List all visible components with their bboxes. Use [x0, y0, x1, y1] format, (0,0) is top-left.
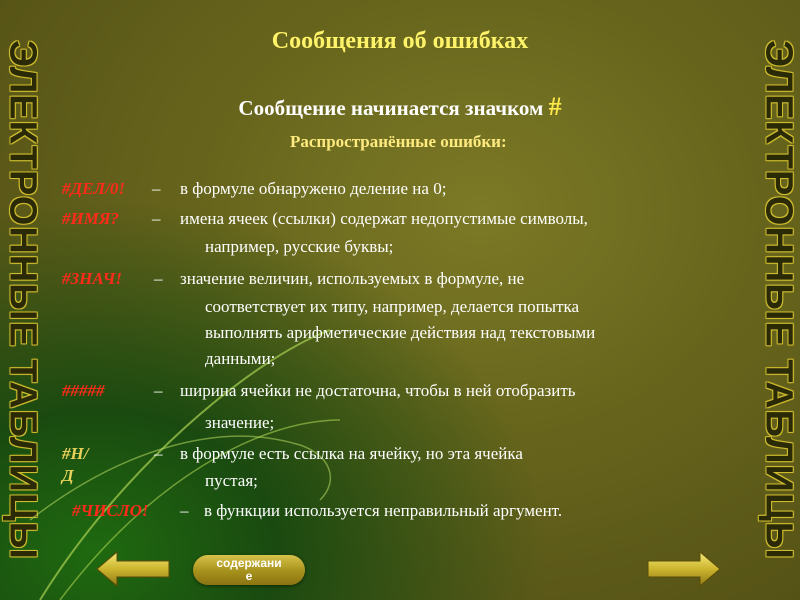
list-heading: Распространённые ошибки:: [290, 132, 507, 151]
contents-button-label-line1: содержани: [216, 556, 282, 570]
error-desc-line: выполнять арифметические действия над текстовыми: [205, 323, 596, 342]
error-code: #ДЕЛ/0!: [62, 179, 125, 198]
error-code: #####: [62, 381, 105, 400]
error-dash: –: [152, 209, 161, 228]
error-dash: –: [154, 269, 163, 288]
contents-button[interactable]: [193, 555, 305, 585]
page-subtitle: [0, 92, 800, 122]
error-dash: –: [152, 179, 161, 198]
contents-button-label-line2: е: [245, 569, 253, 583]
hash-symbol: #: [548, 92, 562, 121]
error-dash: –: [180, 501, 189, 520]
error-desc-line: соответствует их типу, например, делается попытка: [205, 297, 580, 316]
side-title-left-text: ЭЛЕКТРОННЫЕ ТАБЛИЦЫ: [1, 40, 44, 560]
error-desc-line: например, русские буквы;: [205, 237, 394, 256]
page-title: Сообщения об ошибках: [271, 28, 529, 54]
error-desc-line: в функции используется неправильный аргумент.: [204, 501, 563, 520]
error-desc-line: пустая;: [205, 471, 258, 490]
side-title-right: [756, 0, 800, 600]
error-desc-line: ширина ячейки не достаточна, чтобы в ней отобразить: [180, 381, 576, 400]
arrow-right-icon[interactable]: [646, 550, 722, 588]
side-title-left: [0, 0, 44, 600]
error-desc-line: в формуле есть ссылка на ячейку, но эта ячейка: [180, 444, 523, 463]
error-desc-line: значение;: [205, 413, 275, 432]
error-dash: –: [154, 444, 163, 463]
error-desc-line: в формуле обнаружено деление на 0;: [180, 179, 447, 198]
error-desc-line: данными;: [205, 349, 276, 368]
error-code: #ИМЯ?: [62, 209, 120, 228]
error-desc-line: имена ячеек (ссылки) содержат недопустимые символы,: [180, 209, 588, 228]
error-code: #ЧИСЛО!: [72, 501, 149, 520]
arrow-left-icon[interactable]: [95, 550, 171, 588]
error-dash: –: [154, 381, 163, 400]
subtitle-text: Сообщение начинается значком: [238, 96, 544, 120]
error-code: #Н/Д: [62, 444, 89, 485]
error-code: #ЗНАЧ!: [62, 269, 122, 288]
side-title-right-text: ЭЛЕКТРОННЫЕ ТАБЛИЦЫ: [757, 40, 800, 560]
error-desc-line: значение величин, используемых в формуле, не: [180, 269, 525, 288]
